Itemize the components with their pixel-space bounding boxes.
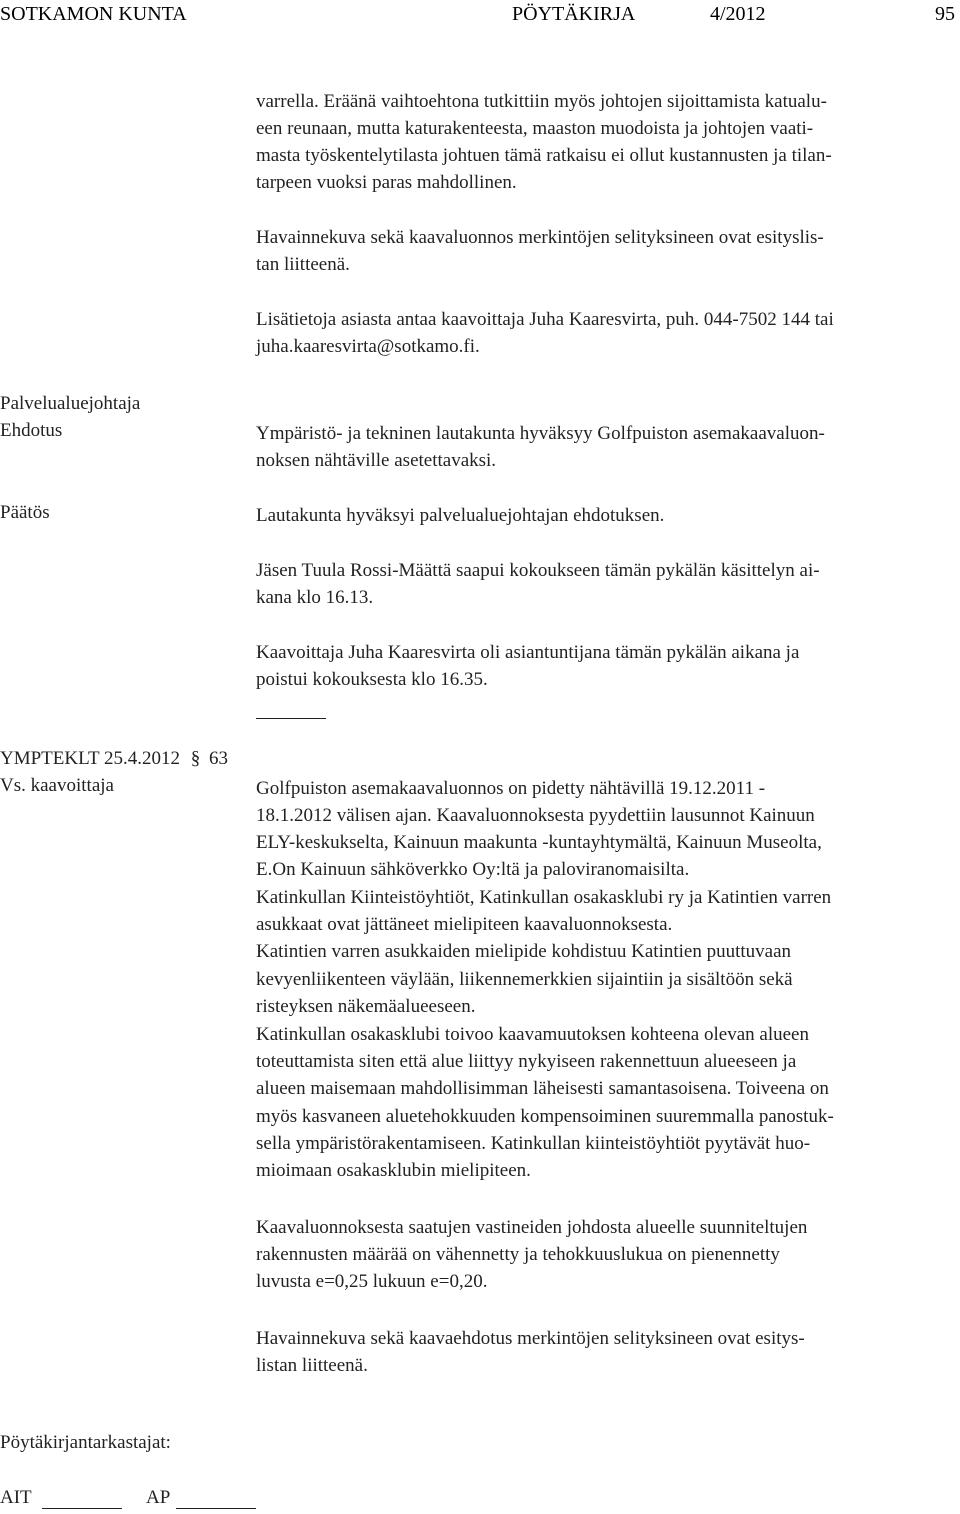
- body-line: kevyenliikenteen väylään, liikennemerkkien sijaintiin ja sisältöön sekä: [256, 969, 793, 990]
- signature-line-ap: [176, 1508, 256, 1509]
- p3-line: Lisätietoja asiasta antaa kaavoittaja Juha Kaaresvirta, puh. 044-7502 144 tai: [256, 309, 834, 330]
- decision-text: Lautakunta hyväksyi palvelualuejohtajan ehdotuksen.: [256, 505, 665, 526]
- body-line: 18.1.2012 välisen ajan. Kaavaluonnoksesta pyydettiin lausunnot Kainuun: [256, 805, 815, 826]
- planner-note-line: poistui kokouksesta klo 16.35.: [256, 669, 488, 690]
- body-line: ELY-keskukselta, Kainuun maakunta -kuntayhtymältä, Kainuun Museolta,: [256, 832, 822, 853]
- body-p2-line: rakennusten määrää on vähennetty ja tehokkuuslukua on pienennetty: [256, 1244, 780, 1265]
- label-proposer: Palvelualuejohtaja: [0, 393, 141, 414]
- label-presenter: Vs. kaavoittaja: [0, 775, 114, 796]
- body-line: E.On Kainuun sähköverkko Oy:ltä ja paloviranomaisilta.: [256, 859, 690, 880]
- body-line: Katinkullan Kiinteistöyhtiöt, Katinkullan osakasklubi ry ja Katintien varren: [256, 887, 832, 908]
- section-ref: [0, 748, 228, 770]
- label-proposal: Ehdotus: [0, 420, 63, 441]
- body-line: alueen maisemaan mahdollisimman läheisesti samantasoisena. Toiveena on: [256, 1078, 829, 1099]
- p2-line: Havainnekuva sekä kaavaluonnos merkintöjen selityksineen ovat esityslis-: [256, 227, 824, 248]
- p1-line: een reunaan, mutta katurakenteesta, maaston muodoista ja johtojen vaati-: [256, 118, 814, 139]
- body-line: risteyksen näkemäalueeseen.: [256, 996, 476, 1017]
- p1-line: tarpeen vuoksi paras mahdollinen.: [256, 172, 517, 193]
- signature-line-ait: [42, 1508, 122, 1509]
- footer-initials-ap: AP: [146, 1487, 171, 1508]
- planner-note-line: Kaavoittaja Juha Kaaresvirta oli asiantuntijana tämän pykälän aikana ja: [256, 642, 800, 663]
- header-doc-number: 4/2012: [710, 3, 766, 25]
- p2-line: tan liitteenä.: [256, 254, 350, 275]
- body-line: sella ympäristörakentamiseen. Katinkullan kiinteistöyhtiöt pyytävät huo-: [256, 1133, 811, 1154]
- body-line: Katinkullan osakasklubi toivoo kaavamuutoksen kohteena olevan alueen: [256, 1024, 809, 1045]
- section-number: 63: [209, 748, 228, 769]
- body-line: asukkaat ovat jättäneet mielipiteen kaavaluonnoksesta.: [256, 914, 673, 935]
- body-line: Katintien varren asukkaiden mielipide kohdistuu Katintien puuttuvaan: [256, 941, 792, 962]
- member-note-line: Jäsen Tuula Rossi-Määttä saapui kokoukseen tämän pykälän käsittelyn ai-: [256, 560, 820, 581]
- label-decision: Päätös: [0, 502, 50, 523]
- body-p2-line: Kaavaluonnoksesta saatujen vastineiden johdosta alueelle suunniteltujen: [256, 1217, 808, 1238]
- footer-initials-ait: AIT: [0, 1487, 32, 1508]
- member-note-line: kana klo 16.13.: [256, 587, 374, 608]
- p3-email-line: juha.kaaresvirta@sotkamo.fi.: [256, 336, 480, 357]
- proposal-line: Ympäristö- ja tekninen lautakunta hyväksyy Golfpuiston asemakaavaluon-: [256, 423, 825, 444]
- header-page-number: 95: [935, 3, 955, 25]
- header-org: SOTKAMON KUNTA: [0, 3, 187, 25]
- body-p3-line: listan liitteenä.: [256, 1355, 368, 1376]
- body-line: mioimaan osakasklubin mielipiteen.: [256, 1160, 531, 1181]
- p1-line: varrella. Eräänä vaihtoehtona tutkittiin myös johtojen sijoittamista katualu-: [256, 91, 827, 112]
- body-line: toteuttamista siten että alue liittyy nykyiseen rakennettuun alueeseen ja: [256, 1051, 797, 1072]
- header-doc-type: PÖYTÄKIRJA: [512, 3, 636, 25]
- section-ref-text: YMPTEKLT 25.4.2012: [0, 748, 180, 769]
- p1-line: masta työskentelytilasta johtuen tämä ratkaisu ei ollut kustannusten ja tilan-: [256, 145, 832, 166]
- body-line: myös kasvaneen aluetehokkuuden kompensoiminen suuremmalla panostuk-: [256, 1106, 834, 1127]
- body-p3-line: Havainnekuva sekä kaavaehdotus merkintöjen selityksineen ovat esitys-: [256, 1328, 805, 1349]
- footer-label: Pöytäkirjantarkastajat:: [0, 1432, 171, 1453]
- section-separator: [256, 718, 326, 719]
- proposal-line: noksen nähtäville asetettavaksi.: [256, 450, 497, 471]
- section-symbol: §: [190, 748, 201, 769]
- body-line: Golfpuiston asemakaavaluonnos on pidetty nähtävillä 19.12.2011 -: [256, 778, 766, 799]
- body-p2-line: luvusta e=0,25 lukuun e=0,20.: [256, 1271, 488, 1292]
